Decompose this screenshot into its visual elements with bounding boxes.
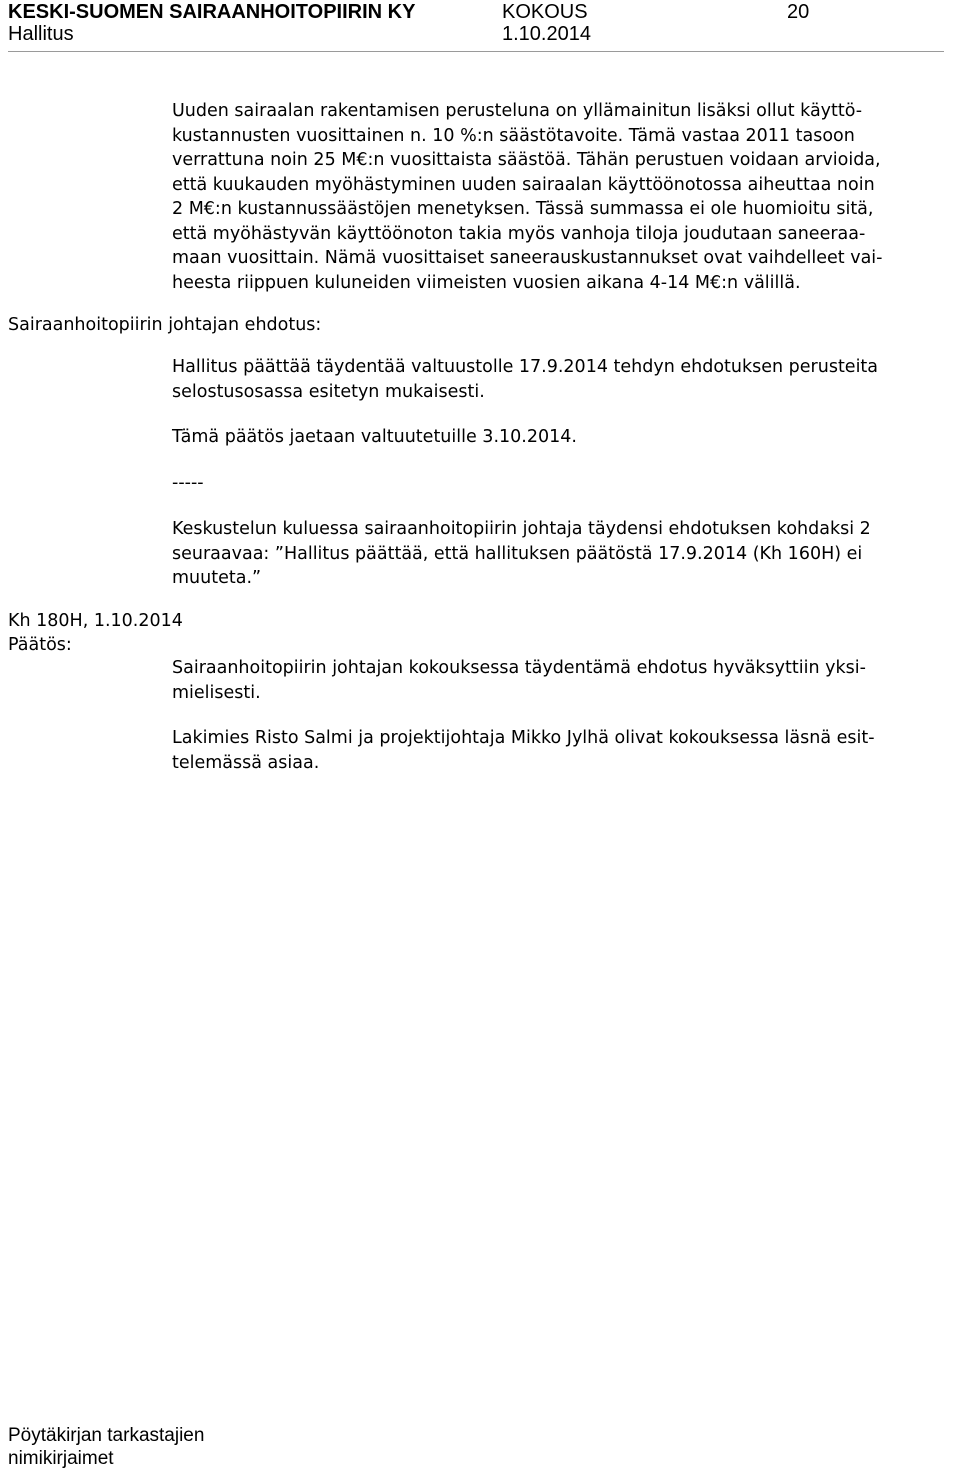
discussion-paragraph (172, 517, 952, 591)
meeting-date: 1.10.2014 (502, 23, 591, 45)
paragraph-line: muuteta.” (172, 568, 262, 588)
paragraph-line: maan vuosittain. Nämä vuosittaiset saneerauskustannukset ovat vaihdelleet vai- (172, 248, 883, 268)
header-divider (8, 51, 944, 52)
meeting-type: KOKOUS (502, 1, 588, 23)
proposal-paragraph (172, 355, 952, 404)
paragraph-line: kustannusten vuosittainen n. 10 %:n säästötavoite. Tämä vastaa 2011 tasoon (172, 125, 855, 146)
footer-line: Pöytäkirjan tarkastajien (8, 1425, 205, 1446)
paragraph-line: Uuden sairaalan rakentamisen perusteluna on yllämainitun lisäksi ollut käyttö- (172, 101, 863, 121)
paragraph-line: mielisesti. (172, 682, 261, 703)
decision-paragraph (172, 656, 952, 705)
attendance-paragraph (172, 726, 952, 775)
paragraph-line: heesta riippuen kuluneiden viimeisten vuosien aikana 4-14 M€:n välillä. (172, 272, 801, 293)
proposal-note: Tämä päätös jaetaan valtuutetuille 3.10.2014. (172, 427, 577, 447)
paragraph-line: 2 M€:n kustannussäästöjen menetyksen. Tässä summassa ei ole huomioitu sitä, (172, 199, 874, 219)
paragraph-line: selostusosassa esitetyn mukaisesti. (172, 381, 485, 402)
paragraph-line: että kuukauden myöhästyminen uuden sairaalan käyttöönotossa aiheuttaa noin (172, 174, 875, 195)
proposal-label: Sairaanhoitopiirin johtajan ehdotus: (8, 315, 322, 335)
page-number: 20 (787, 1, 810, 23)
paragraph-line: verrattuna noin 25 M€:n vuosittaista säästöä. Tähän perustuen voidaan arvioida, (172, 150, 881, 170)
cost-justification-paragraph (172, 99, 952, 295)
paragraph-line: Sairaanhoitopiirin johtajan kokouksessa täydentämä ehdotus hyväksyttiin yksi- (172, 658, 866, 678)
section-separator: ----- (172, 473, 204, 493)
page-footer (8, 1424, 204, 1470)
decision-reference: Kh 180H, 1.10.2014 (8, 611, 183, 631)
paragraph-line: että myöhästyvän käyttöönoton takia myös vanhoja tiloja joudutaan saneeraa- (172, 223, 866, 244)
paragraph-line: seuraavaa: ”Hallitus päättää, että hallituksen päätöstä 17.9.2014 (Kh 160H) ei (172, 543, 863, 564)
organization-name: KESKI-SUOMEN SAIRAANHOITOPIIRIN KY (8, 1, 416, 23)
paragraph-line: Lakimies Risto Salmi ja projektijohtaja Mikko Jylhä olivat kokouksessa läsnä esit- (172, 728, 875, 748)
paragraph-line: Hallitus päättää täydentää valtuustolle 17.9.2014 tehdyn ehdotuksen perusteita (172, 357, 879, 377)
governing-body: Hallitus (8, 23, 74, 45)
paragraph-line: telemässä asiaa. (172, 752, 320, 773)
decision-label: Päätös: (8, 635, 72, 655)
footer-line: nimikirjaimet (8, 1448, 114, 1469)
paragraph-line: Keskustelun kuluessa sairaanhoitopiirin johtaja täydensi ehdotuksen kohdaksi 2 (172, 519, 871, 539)
